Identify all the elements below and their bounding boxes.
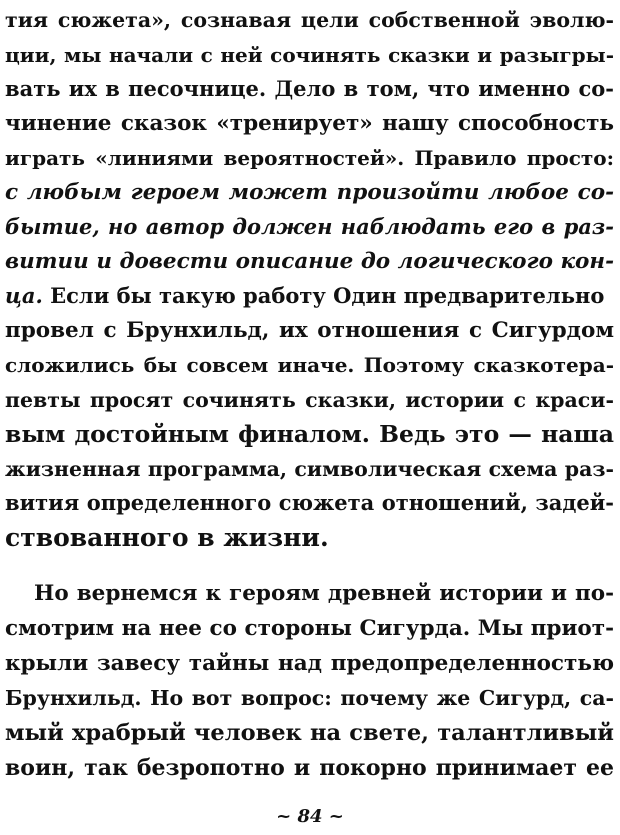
page-number: ~ 84 ~ (276, 806, 344, 827)
text-line: чинение сказок «тренирует» нашу способность (5, 111, 614, 136)
text-line: вития определенного сюжета отношений, задей- (5, 490, 614, 515)
text-line: певты просят сочинять сказки, истории с краси- (5, 388, 614, 412)
text-line: провел с Брунхильд, их отношения с Сигурдом (5, 318, 614, 343)
text-line: вым достойным финалом. Ведь это — наша (5, 420, 614, 448)
text-line: Брунхильд. Но вот вопрос: почему же Сигурд, са- (5, 686, 614, 710)
text-line: играть «линиями вероятностей». Правило просто: (5, 146, 614, 170)
text-line: воин, так безропотно и покорно принимает ее (5, 755, 614, 781)
text-line: мый храбрый человек на свете, талантливый (5, 720, 614, 746)
text-line: крыли завесу тайны над предопределенностью (5, 651, 614, 676)
text-line: вать их в песочнице. Дело в том, что именно со- (5, 76, 614, 101)
italic-text-line: витии и довести описание до логического кон- (5, 249, 614, 274)
mixed-text-line (5, 278, 614, 314)
italic-text-line: бытие, но автор должен наблюдать его в раз- (5, 214, 614, 239)
text-fragment: Если бы такую работу Один предварительно (50, 283, 605, 308)
text-line: Но вернемся к героям древней истории и по- (34, 581, 614, 606)
text-line: смотрим на нее со стороны Сигурда. Мы приот- (5, 616, 614, 641)
italic-text-fragment: ца. (5, 283, 43, 308)
text-line: ствованного в жизни. (5, 523, 329, 552)
text-line: ции, мы начали с ней сочинять сказки и разыгры- (5, 43, 614, 67)
text-line: жизненная программа, символическая схема раз- (5, 457, 614, 481)
italic-text-line: с любым героем может произойти любое со- (5, 180, 614, 205)
text-line: сложились бы совсем иначе. Поэтому сказкотера- (5, 353, 614, 377)
text-line: тия сюжета», сознавая цели собственной эволю- (5, 8, 614, 32)
